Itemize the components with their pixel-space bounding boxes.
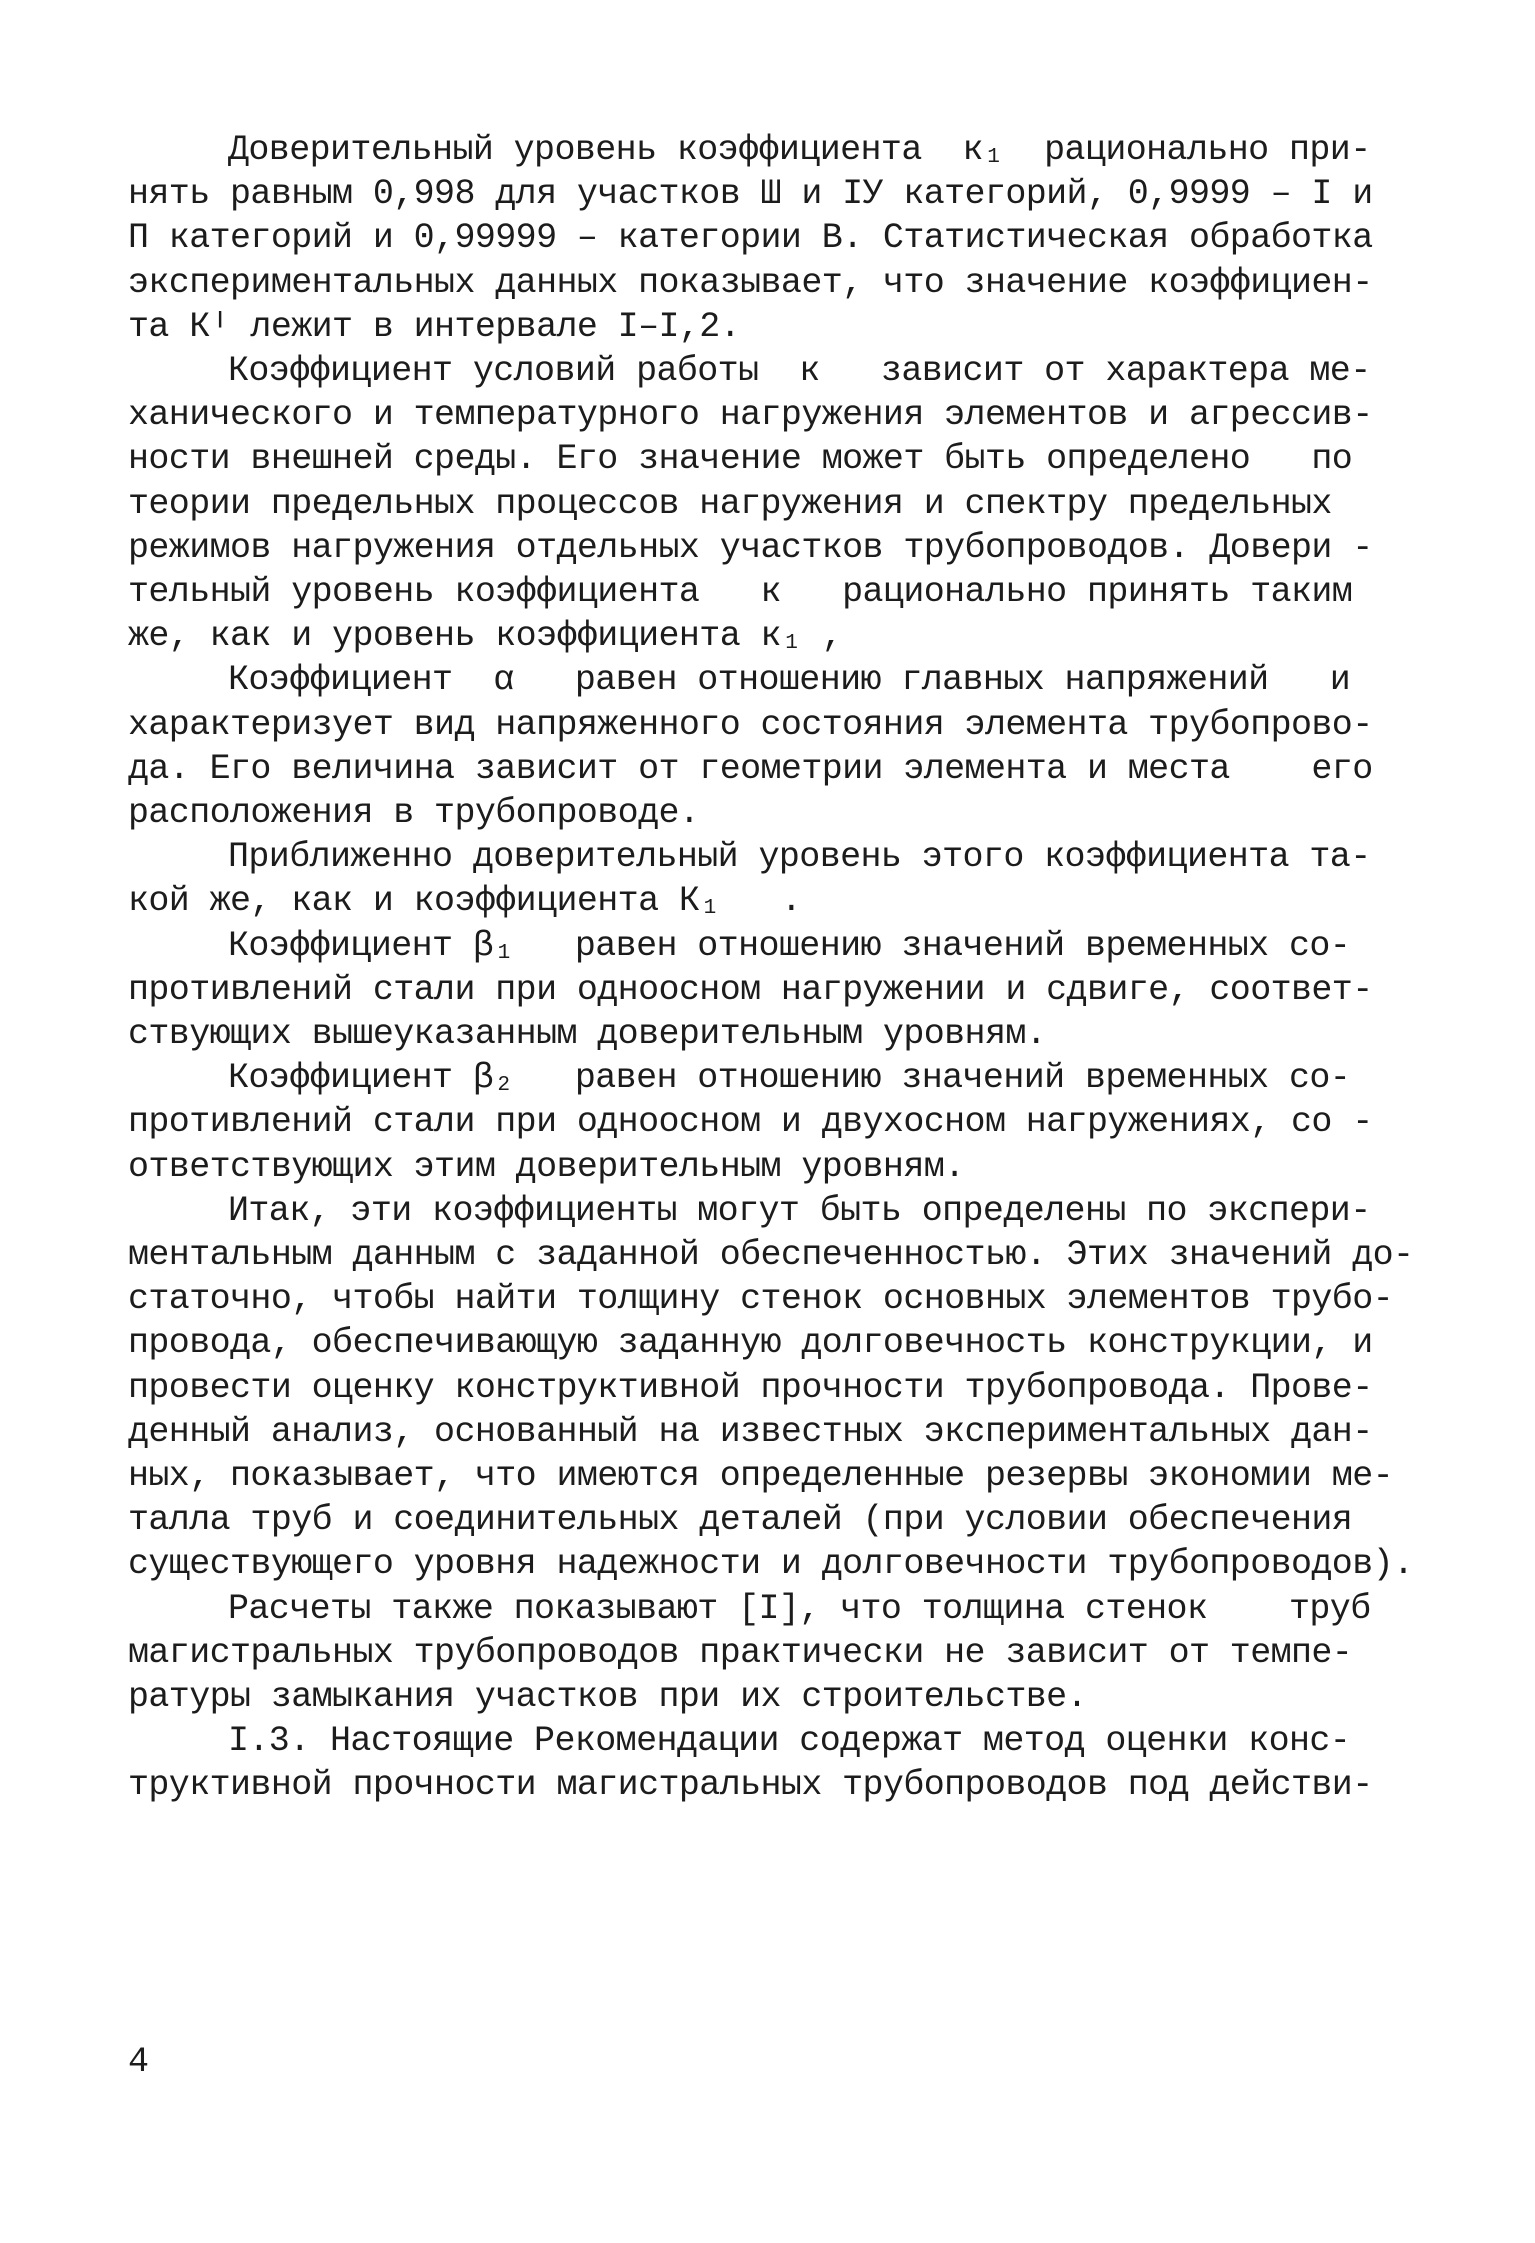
text-line: та Кᴵ лежит в интервале I–I,2. [128, 306, 741, 347]
text-line: Коэффициент условий работы к зависит от характера ме- [228, 351, 1371, 391]
text-line: расположения в трубопроводе. [128, 793, 700, 833]
text-line: Коэффициент β₂ равен отношению значений временных со- [228, 1058, 1351, 1099]
text-line: труктивной прочности магистральных трубопроводов под действи- [128, 1765, 1373, 1806]
text-line: характеризует вид напряженного состояния элемента трубопрово- [128, 704, 1373, 745]
text-line: статочно, чтобы найти толщину стенок основных элементов трубо- [128, 1279, 1394, 1320]
text-line: Итак, эти коэффициенты могут быть определены по экспери- [228, 1190, 1371, 1231]
text-line: кой же, как и коэффициента К₁ . [128, 881, 802, 922]
text-line: ментальным данным с заданной обеспеченностью. Этих значений до- [128, 1235, 1414, 1275]
text-line: провести оценку конструктивной прочности трубопровода. Прове- [128, 1367, 1373, 1408]
text-line: ответствующих этим доверительным уровням. [128, 1146, 965, 1187]
text-line: П категорий и 0,99999 – категории В. Статистическая обработка [128, 218, 1373, 259]
text-line: ных, показывает, что имеются определенные резервы экономии ме- [128, 1456, 1394, 1496]
text-line: ханического и температурного нагружения элементов и агрессив- [128, 395, 1373, 436]
text-line: же, как и уровень коэффициента к₁ , [128, 616, 843, 657]
text-line: да. Его величина зависит от геометрии элемента и места его [128, 748, 1373, 789]
text-line: режимов нагружения отдельных участков трубопроводов. Довери - [128, 527, 1373, 568]
text-line: I.3. Настоящие Рекомендации содержат метод оценки конс- [228, 1721, 1351, 1762]
text-line: ратуры замыкания участков при их строительстве. [128, 1677, 1087, 1717]
text-line: Приближенно доверительный уровень этого коэффициента та- [228, 837, 1371, 878]
page-number: 4 [128, 2042, 150, 2082]
text-line: Доверительный уровень коэффициента к₁ рационально при- [228, 130, 1371, 170]
text-line: ствующих вышеуказанным доверительным уровням. [128, 1014, 1047, 1054]
text-line: провода, обеспечивающую заданную долговечность конструкции, и [128, 1323, 1373, 1364]
text-line: противлений стали при одноосном нагружении и сдвиге, соответ- [128, 969, 1373, 1010]
text-line: тельный уровень коэффициента к рационально принять таким [128, 572, 1353, 612]
text-line: магистральных трубопроводов практически не зависит от темпе- [128, 1632, 1353, 1673]
text-line: Коэффициент β₁ равен отношению значений временных со- [228, 925, 1351, 966]
text-line: Расчеты также показывают [I], что толщина стенок труб [228, 1588, 1371, 1629]
text-line: Коэффициент α равен отношению главных напряжений и [228, 660, 1351, 701]
text-line: денный анализ, основанный на известных экспериментальных дан- [128, 1411, 1373, 1452]
text-line: противлений стали при одноосном и двухосном нагружениях, со - [128, 1102, 1373, 1143]
text-line: талла труб и соединительных деталей (при условии обеспечения [128, 1500, 1353, 1541]
text-line: существующего уровня надежности и долговечности трубопроводов). [128, 1544, 1414, 1585]
text-line: ности внешней среды. Его значение может быть определено по [128, 439, 1353, 480]
text-line: экспериментальных данных показывает, что значение коэффициен- [128, 262, 1373, 303]
text-line: нять равным 0,998 для участков Ш и IУ категорий, 0,9999 – I и [128, 174, 1373, 215]
text-line: теории предельных процессов нагружения и спектру предельных [128, 483, 1332, 524]
